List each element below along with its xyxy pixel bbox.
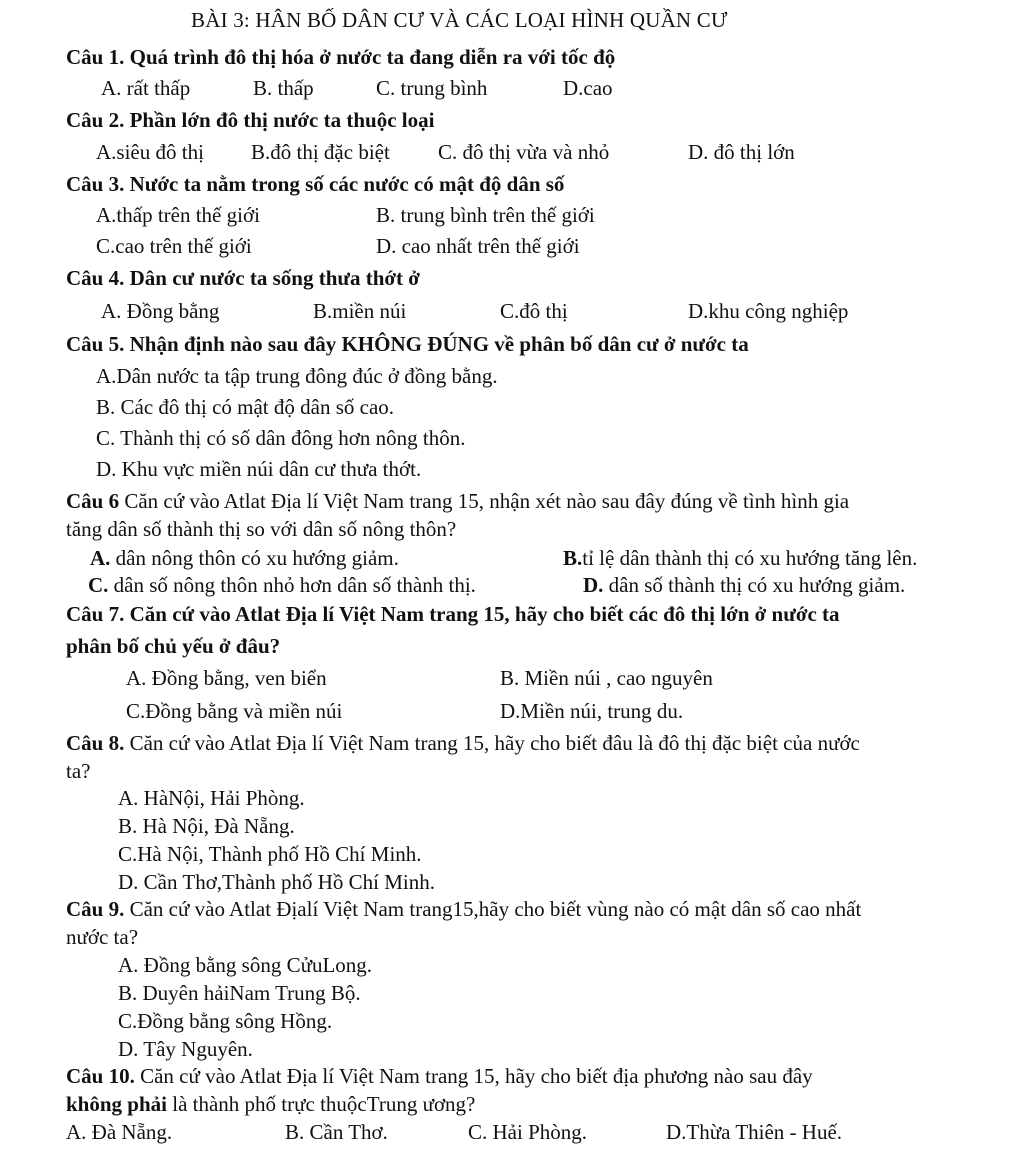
q7-option-a: A. Đồng bằng, ven biển — [126, 666, 327, 690]
question-6-line-1 — [66, 488, 849, 514]
q10-option-b: B. Cần Thơ. — [285, 1120, 388, 1144]
q6-option-d-text: dân số thành thị có xu hướng giảm. — [603, 573, 906, 597]
question-7-line-2: phân bố chủ yếu ở đâu? — [66, 634, 281, 658]
question-5-text: Nhận định nào sau đây KHÔNG ĐÚNG về phân bố dân cư ở nước ta — [129, 332, 749, 356]
q3-option-c: C.cao trên thế giới — [96, 234, 252, 258]
q3-option-a: A.thấp trên thế giới — [96, 203, 260, 227]
question-8-line-2: ta? — [66, 759, 91, 783]
question-9-text-1: Căn cứ vào Atlat Địalí Việt Nam trang15,hãy cho biết vùng nào có mật dân số cao nhất — [129, 897, 862, 921]
question-2 — [66, 107, 434, 133]
q9-option-c: C.Đồng bằng sông Hồng. — [118, 1009, 333, 1033]
question-6-text-1: Căn cứ vào Atlat Địa lí Việt Nam trang 15, nhận xét nào sau đây đúng về tình hình gia — [124, 489, 850, 513]
q10-option-d: D.Thừa Thiên - Huế. — [666, 1120, 843, 1144]
question-9-prefix: Câu 9. — [66, 897, 130, 921]
question-3-prefix: Câu 3. — [66, 172, 130, 196]
question-7-prefix: Câu 7. — [66, 602, 130, 626]
q3-option-d: D. cao nhất trên thế giới — [376, 234, 580, 258]
question-1-prefix: Câu 1. — [66, 45, 130, 69]
question-8-line-1 — [66, 730, 860, 756]
question-4-prefix: Câu 4. — [66, 266, 130, 290]
q6-option-b-letter: B. — [563, 546, 583, 570]
q2-option-c: C. đô thị vừa và nhỏ — [438, 140, 610, 164]
q8-option-c: C.Hà Nội, Thành phố Hồ Chí Minh. — [118, 842, 422, 866]
q6-option-d-letter: D. — [583, 573, 604, 597]
q9-option-d: D. Tây Nguyên. — [118, 1037, 253, 1061]
q7-option-b: B. Miền núi , cao nguyên — [500, 666, 713, 690]
q4-option-b: B.miền núi — [313, 299, 407, 323]
question-1-text: Quá trình đô thị hóa ở nước ta đang diễn ra với tốc độ — [129, 45, 616, 69]
question-7-text-1: Căn cứ vào Atlat Địa lí Việt Nam trang 15, hãy cho biết các đô thị lớn ở nước ta — [129, 602, 840, 626]
page-title: BÀI 3: HÂN BỐ DÂN CƯ VÀ CÁC LOẠI HÌNH QUẦN CƯ — [191, 8, 728, 32]
q6-option-b-text: tỉ lệ dân thành thị có xu hướng tăng lên. — [582, 546, 918, 570]
q8-option-d: D. Cần Thơ,Thành phố Hồ Chí Minh. — [118, 870, 435, 894]
q1-option-a: A. rất thấp — [101, 76, 191, 100]
q4-option-c: C.đô thị — [500, 299, 568, 323]
question-4 — [66, 265, 420, 291]
q9-option-b: B. Duyên hảiNam Trung Bộ. — [118, 981, 361, 1005]
q5-option-b: B. Các đô thị có mật độ dân số cao. — [96, 395, 395, 419]
question-8-prefix: Câu 8. — [66, 731, 130, 755]
q6-option-a — [90, 545, 399, 571]
q9-option-a: A. Đồng bằng sông CửuLong. — [118, 953, 373, 977]
q10-option-c: C. Hải Phòng. — [468, 1120, 588, 1144]
question-10-prefix: Câu 10. — [66, 1064, 141, 1088]
q5-option-d: D. Khu vực miền núi dân cư thưa thớt. — [96, 457, 422, 481]
question-9-line-1 — [66, 896, 861, 922]
question-2-prefix: Câu 2. — [66, 108, 130, 132]
q2-option-b: B.đô thị đặc biệt — [251, 140, 390, 164]
q6-option-c-letter: C. — [88, 573, 109, 597]
question-4-text: Dân cư nước ta sống thưa thớt ở — [129, 266, 420, 290]
question-6-prefix: Câu 6 — [66, 489, 125, 513]
q6-option-c — [88, 572, 476, 598]
q5-option-a: A.Dân nước ta tập trung đông đúc ở đồng bằng. — [96, 364, 498, 388]
q4-option-a: A. Đồng bằng — [101, 299, 220, 323]
question-3 — [66, 171, 564, 197]
q1-option-c: C. trung bình — [376, 76, 488, 100]
question-2-text: Phần lớn đô thị nước ta thuộc loại — [129, 108, 435, 132]
question-8-text-1: Căn cứ vào Atlat Địa lí Việt Nam trang 15, hãy cho biết đâu là đô thị đặc biệt của nước — [129, 731, 860, 755]
q10-option-a: A. Đà Nẵng. — [66, 1120, 173, 1144]
q1-option-d: D.cao — [563, 76, 613, 100]
q5-option-c: C. Thành thị có số dân đông hơn nông thôn. — [96, 426, 466, 450]
question-10-emphasis: không phải — [66, 1092, 167, 1116]
q6-option-c-text: dân số nông thôn nhỏ hơn dân số thành thị. — [108, 573, 476, 597]
question-10-line-2 — [66, 1091, 475, 1117]
q6-option-b — [563, 545, 917, 571]
q3-option-b: B. trung bình trên thế giới — [376, 203, 595, 227]
question-5 — [66, 331, 749, 357]
q7-option-c: C.Đồng bằng và miền núi — [126, 699, 343, 723]
q2-option-a: A.siêu đô thị — [96, 140, 204, 164]
q7-option-d: D.Miền núi, trung du. — [500, 699, 684, 723]
question-10-text-2: là thành phố trực thuộcTrung ương? — [166, 1092, 476, 1116]
q6-option-a-letter: A. — [90, 546, 111, 570]
question-5-prefix: Câu 5. — [66, 332, 130, 356]
q4-option-d: D.khu công nghiệp — [688, 299, 849, 323]
question-10-line-1 — [66, 1063, 813, 1089]
question-1 — [66, 44, 615, 70]
q6-option-a-text: dân nông thôn có xu hướng giảm. — [110, 546, 399, 570]
q6-option-d — [583, 572, 905, 598]
q1-option-b: B. thấp — [253, 76, 314, 100]
q8-option-a: A. HàNội, Hải Phòng. — [118, 786, 305, 810]
q8-option-b: B. Hà Nội, Đà Nẵng. — [118, 814, 295, 838]
question-6-line-2: tăng dân số thành thị so với dân số nông thôn? — [66, 517, 457, 541]
question-3-text: Nước ta nằm trong số các nước có mật độ dân số — [129, 172, 565, 196]
question-10-text-1: Căn cứ vào Atlat Địa lí Việt Nam trang 15, hãy cho biết địa phương nào sau đây — [140, 1064, 813, 1088]
q2-option-d: D. đô thị lớn — [688, 140, 795, 164]
question-7-line-1 — [66, 601, 840, 627]
question-9-line-2: nước ta? — [66, 925, 139, 949]
